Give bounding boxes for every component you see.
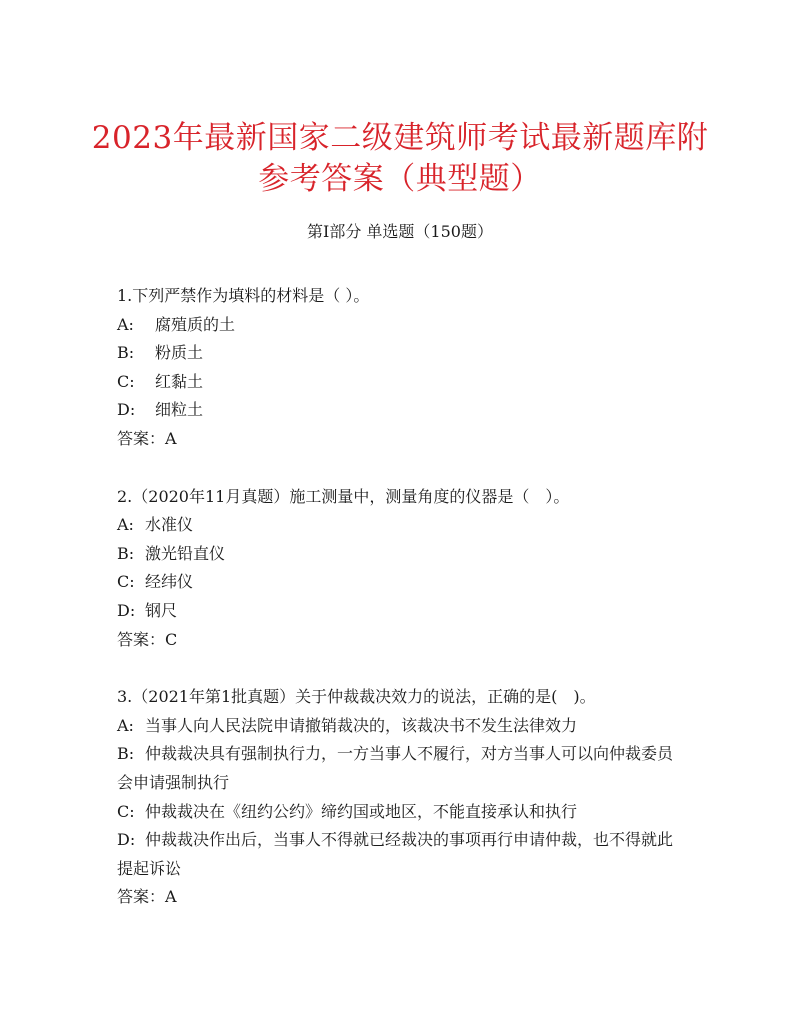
option-letter: A: — [117, 515, 134, 535]
option-letter: C: — [117, 801, 135, 821]
option-letter: A: — [117, 314, 134, 334]
option-c — [117, 368, 717, 397]
option-text: 仲裁裁决在《纽约公约》缔约国或地区，不能直接承认和执行 — [145, 801, 578, 821]
option-b — [117, 740, 687, 797]
option-a — [117, 511, 717, 540]
option-letter: B: — [117, 343, 135, 363]
option-d — [117, 597, 717, 626]
option-letter: C: — [117, 572, 135, 592]
option-d — [117, 396, 717, 425]
question-3 — [117, 683, 717, 912]
option-letter: B: — [117, 543, 135, 563]
answer: 答案：C — [117, 629, 178, 649]
option-letter: B: — [117, 744, 135, 764]
title-line-2: 参考答案（典型题） — [258, 161, 542, 197]
option-c — [117, 798, 717, 827]
question-stem: 3.（2021年第1批真题）关于仲裁裁决效力的说法，正确的是( )。 — [117, 687, 596, 707]
option-text: 当事人向人民法院申请撤销裁决的，该裁决书不发生法律效力 — [145, 715, 578, 735]
section-heading: 第I部分 单选题（150题） — [307, 222, 493, 241]
option-text: 经纬仪 — [145, 572, 194, 592]
question-2 — [117, 483, 717, 655]
option-letter: D: — [117, 400, 136, 420]
question-1 — [117, 282, 717, 454]
answer: 答案：A — [117, 428, 177, 448]
option-letter: D: — [117, 600, 136, 620]
option-text: 激光铅直仪 — [145, 543, 226, 563]
question-stem: 1.下列严禁作为填料的材料是（ ）。 — [117, 286, 370, 305]
option-b — [117, 540, 717, 569]
answer: 答案：A — [117, 887, 177, 907]
option-d — [117, 826, 687, 883]
title-line-1: 2023年最新国家二级建筑师考试最新题库附 — [91, 120, 709, 156]
option-text: 钢尺 — [145, 600, 178, 620]
option-text: 仲裁裁决作出后，当事人不得就已经裁决的事项再行申请仲裁，也不得就此提起诉讼 — [117, 830, 674, 878]
document-title — [60, 118, 740, 200]
option-text: 红黏土 — [155, 371, 204, 391]
option-b — [117, 339, 717, 368]
option-a — [117, 712, 717, 741]
option-text: 腐殖质的土 — [155, 314, 236, 334]
question-list — [117, 282, 717, 941]
option-text: 粉质土 — [155, 343, 204, 363]
option-c — [117, 568, 717, 597]
option-text: 细粒土 — [155, 400, 204, 420]
option-letter: C: — [117, 371, 135, 391]
option-text: 仲裁裁决具有强制执行力，一方当事人不履行，对方当事人可以向仲裁委员会申请强制执行 — [117, 744, 674, 792]
question-stem: 2.（2020年11月真题）施工测量中，测量角度的仪器是（ ）。 — [117, 486, 570, 506]
option-letter: D: — [117, 830, 136, 850]
option-text: 水准仪 — [145, 515, 194, 535]
option-a — [117, 311, 717, 340]
option-letter: A: — [117, 715, 134, 735]
